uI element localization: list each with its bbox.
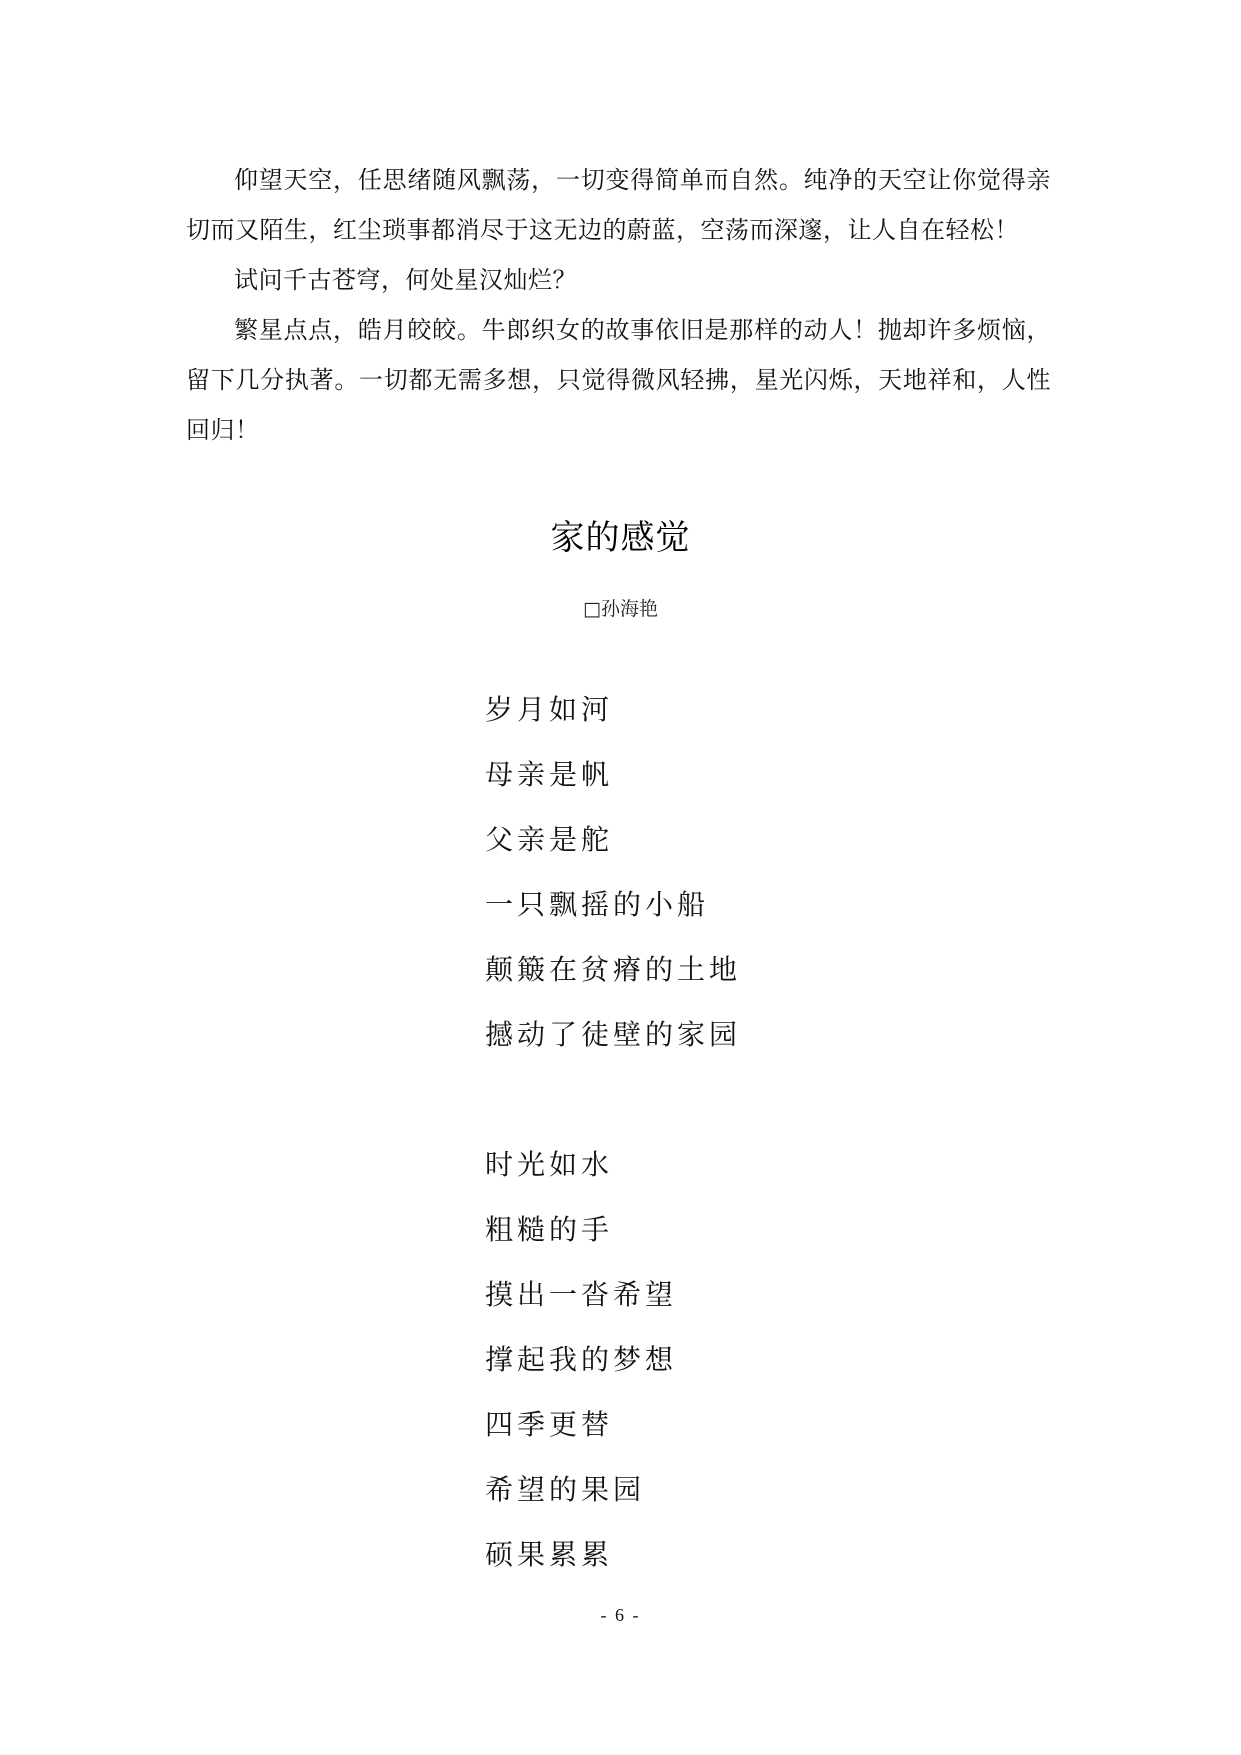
poem-stanza bbox=[485, 690, 985, 1080]
paragraph: 试问千古苍穹，何处星汉灿烂？ bbox=[234, 266, 577, 294]
poem-line: 颠簸在贫瘠的土地 bbox=[485, 953, 742, 986]
paragraph: 仰望天空，任思绪随风飘荡，一切变得简单而自然。纯净的天空让你觉得亲切而又陌生，红尘琐事都消尽于这无边的蔚蓝，空荡而深邃，让人自在轻松！ bbox=[186, 166, 1051, 244]
poem-line: 时光如水 bbox=[485, 1148, 614, 1181]
poem-body bbox=[485, 690, 985, 1665]
page-number: - 6 - bbox=[600, 1605, 641, 1625]
poem-line: 硕果累累 bbox=[485, 1538, 614, 1571]
poem-stanza bbox=[485, 1145, 985, 1600]
poem-line: 撼动了徒壁的家园 bbox=[485, 1018, 742, 1051]
poem-line: 母亲是帆 bbox=[485, 758, 614, 791]
poem-author: □孙海艳 bbox=[583, 598, 658, 620]
poem-line: 岁月如河 bbox=[485, 693, 614, 726]
poem-line: 粗糙的手 bbox=[485, 1213, 614, 1246]
poem-line: 撑起我的梦想 bbox=[485, 1343, 678, 1376]
poem-line: 父亲是舵 bbox=[485, 823, 614, 856]
paragraph: 繁星点点，皓月皎皎。牛郎织女的故事依旧是那样的动人！抛却许多烦恼，留下几分执著。一切都无需多想，只觉得微风轻拂，星光闪烁，天地祥和，人性回归！ bbox=[186, 316, 1051, 444]
poem-line: 摸出一沓希望 bbox=[485, 1278, 678, 1311]
prose-section bbox=[186, 155, 1051, 455]
poem-line: 四季更替 bbox=[485, 1408, 614, 1441]
poem-line: 希望的果园 bbox=[485, 1473, 646, 1506]
poem-title: 家的感觉 bbox=[550, 518, 691, 558]
poem-line: 一只飘摇的小船 bbox=[485, 888, 710, 921]
